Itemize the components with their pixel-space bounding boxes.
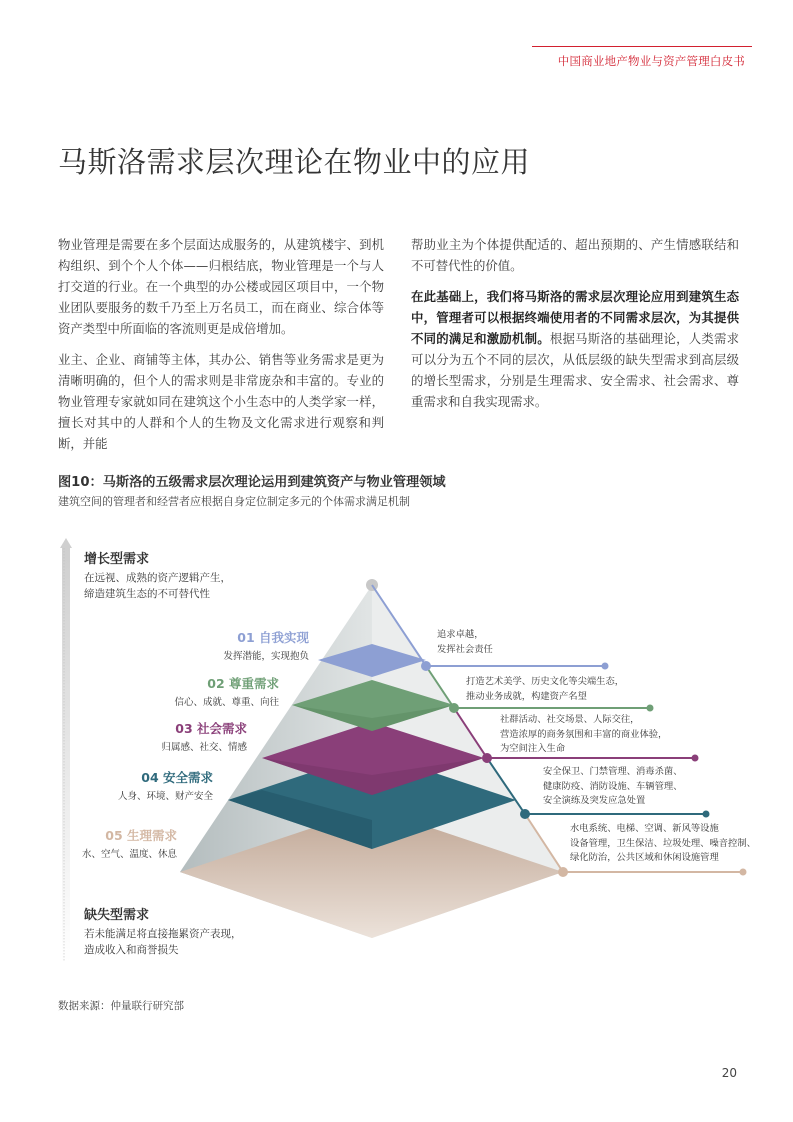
tier-04-note <box>543 765 682 809</box>
page-title: 马斯洛需求层次理论在物业中的应用 <box>58 145 531 179</box>
paragraph: 业主、企业、商铺等主体，其办公、销售等业务需求是更为清晰明确的，但个人的需求则是非常庞杂和丰富的。专业的物业管理专家就如同在建筑这个小生态中的人类学家一样，擅长对其中的人群和个人的生物及文化需求进行观察和判断，并能 <box>58 352 384 451</box>
tier-title: 04 安全需求 <box>141 770 213 785</box>
tier-05-note <box>570 822 756 866</box>
note-line: 健康防疫、消防设施、车辆管理、 <box>543 780 683 792</box>
tier-01-label <box>223 628 309 662</box>
growth-arrow <box>60 538 72 963</box>
tier-05-label <box>82 826 177 860</box>
tier-desc: 信心、成就、尊重、向往 <box>174 697 279 708</box>
growth-needs-desc <box>84 570 231 602</box>
page-number: 20 <box>721 1066 737 1080</box>
desc-line: 造成收入和商誉损失 <box>84 944 179 956</box>
tier-03-note <box>500 713 667 757</box>
tier-01-note <box>437 628 493 657</box>
figure-subtitle: 建筑空间的管理者和经营者应根据自身定位制定多元的个体需求满足机制 <box>58 495 410 508</box>
tier-desc: 水、空气、温度、休息 <box>81 849 177 860</box>
note-line: 打造艺术美学、历史文化等尖端生态， <box>466 676 625 687</box>
figure-title: 图10：马斯洛的五级需求层次理论运用到建筑资产与物业管理领域 <box>58 475 446 490</box>
tier-title: 02 尊重需求 <box>207 676 279 691</box>
tier-title: 05 生理需求 <box>105 828 177 843</box>
paragraph-text: 根据马斯洛的基础理论，人类需求可以分为五个不同的层次，从低层级的缺失型需求到高层级的增长型需求，分别是生理需求、安全需求、社会需求、尊重需求和自我实现需求。 <box>411 331 740 409</box>
data-source: 数据来源：仲量联行研究部 <box>58 1000 184 1012</box>
tier-desc: 归属感、社交、情感 <box>161 742 247 753</box>
tier-03-label <box>161 719 247 753</box>
note-line: 安全演练及突发应急处置 <box>543 795 646 806</box>
tier-title: 03 社会需求 <box>175 721 247 736</box>
desc-line: 缔造建筑生态的不可替代性 <box>84 588 210 600</box>
growth-needs-group <box>84 548 231 602</box>
note-line: 绿化防治，公共区域和休闲设施管理 <box>570 852 719 863</box>
body-left-column <box>58 234 384 464</box>
deficit-needs-title: 缺失型需求 <box>84 908 150 923</box>
desc-line: 在远视、成熟的资产逻辑产生， <box>84 572 231 584</box>
deficit-needs-group <box>84 904 242 958</box>
note-line: 为空间注入生命 <box>500 743 566 754</box>
tier-02-note <box>466 675 624 704</box>
note-line: 设备管理，卫生保洁、垃圾处理、噪音控制、 <box>570 837 756 849</box>
report-title: 中国商业地产物业与资产管理白皮书 <box>557 54 745 68</box>
note-line: 发挥社会责任 <box>437 643 493 655</box>
growth-needs-title: 增长型需求 <box>84 552 150 567</box>
note-line: 水电系统、电梯、空调、新风等设施 <box>570 823 719 834</box>
paragraph <box>411 286 739 412</box>
note-line: 追求卓越， <box>437 629 484 640</box>
note-line: 安全保卫、门禁管理、消毒杀菌、 <box>543 766 683 777</box>
deficit-needs-desc <box>84 926 242 958</box>
note-line: 营造浓厚的商务氛围和丰富的商业体验， <box>500 728 668 740</box>
tier-02-label <box>174 674 279 708</box>
desc-line: 若未能满足将直接拖累资产表现， <box>84 928 242 940</box>
note-line: 社群活动、社交场景、人际交往， <box>500 714 640 725</box>
header-rule <box>532 46 752 47</box>
tier-title: 01 自我实现 <box>237 630 309 645</box>
paragraph: 帮助业主为个体提供配适的、超出预期的、产生情感联结和不可替代性的价值。 <box>411 237 739 273</box>
note-line: 推动业务成就，构建资产名望 <box>466 690 587 702</box>
tier-desc: 人身、环境、财产安全 <box>117 791 213 802</box>
tier-desc: 发挥潜能，实现抱负 <box>223 651 309 662</box>
tier-04-label <box>118 768 213 802</box>
paragraph: 物业管理是需要在多个层面达成服务的，从建筑楼宇、到机构组织、到个个人个体——归根结底，物业管理是一个与人打交道的行业。在一个典型的办公楼或园区项目中，一个物业团队要服务的数千乃至上万名员工，而在商业、综合体等资产类型中所面临的客流则更是成倍增加。 <box>58 237 384 336</box>
body-right-column <box>411 234 739 422</box>
emphasis-text: 在此基础上，我们将马斯洛的需求层次理论应用到建筑生态中，管理者可以根据终端使用者的不同需求层次，为其提供不同的满足和激励机制。 <box>411 289 739 346</box>
